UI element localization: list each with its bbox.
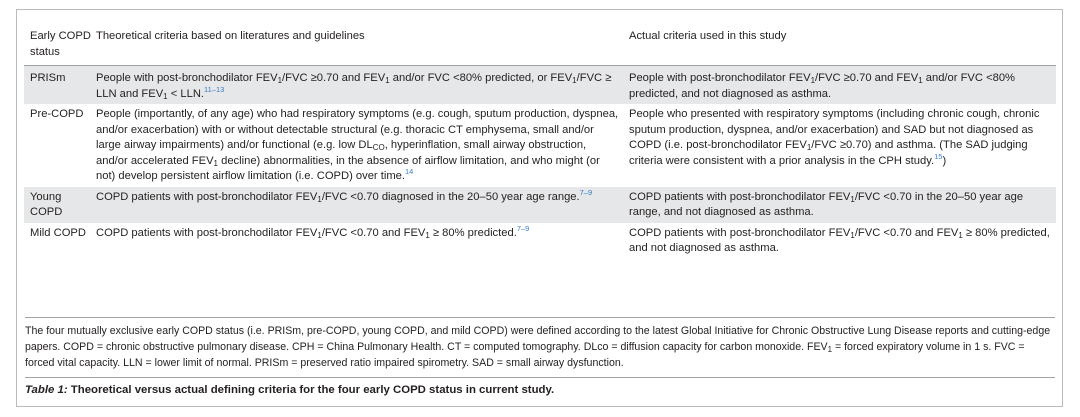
status-cell: PRISm: [24, 66, 92, 105]
table-row-young-copd: [24, 187, 1056, 223]
table-panel: [16, 9, 1063, 407]
status-cell: Young COPD: [24, 187, 92, 223]
status-cell: Pre-COPD: [30, 108, 84, 120]
actual-cell: COPD patients with post-bronchodilator $FEV_1$/FVC <0.70 in the 20–50 year age range, and not diagnosed as asthma.: [625, 187, 1056, 223]
caption-text: Theoretical versus actual defining criteria for the four early COPD status in current study.: [67, 384, 555, 396]
theoretical-cell: COPD patients with post-bronchodilator $FEV_1$/FVC <0.70 diagnosed in the 20–50 year age range.$^{7-9}$: [92, 187, 625, 223]
table-footnote: The four mutually exclusive early COPD status (i.e. PRISm, pre-COPD, young COPD, and mild COPD) were defined according to the latest Global Initiative for Chronic Obstructive Lung Disease reports and cutting-edge papers. COPD = chronic obstructive pulmonary disease. CPH = China Pulmonary Health. CT = computed tomography. DLco = diffusion capacity for carbon monoxide. $FEV_1$ = forced expiratory volume in 1 s. FVC = forced vital capacity. LLN = lower limit of normal. PRISm = preserved ratio impaired spirometry. SAD = small airway dysfunction.: [25, 317, 1055, 371]
actual-cell: People who presented with respiratory symptoms (including chronic cough, chronic sputum production, dyspnea, and/or exacerbation) and SAD but not diagnosed as COPD (i.e. post-bronchodilator $FEV_1$/FVC ≥0.70) and asthma. (The SAD judging criteria were consistent with a prior analysis in the CPH study.$^{15}$): [629, 108, 1040, 167]
actual-cell: COPD patients with post-bronchodilator $FEV_1$/FVC <0.70 and $FEV_1 \ge 80\%$ predicted, and not diagnosed as asthma.: [629, 226, 1050, 254]
criteria-table: [24, 16, 1056, 259]
theoretical-cell: People with post-bronchodilator $FEV_1$/FVC ≥0.70 and $FEV_1$ and/or FVC <80% predicted, or $FEV_1$/FVC ≥ LLN and $FEV_1 < LLN.^{11-13}$: [92, 66, 625, 105]
reference-link[interactable]: 7–9: [579, 187, 593, 197]
reference-link[interactable]: 15: [934, 151, 943, 161]
table-row-prism: [24, 66, 1056, 105]
table-row-mild-copd: [24, 223, 1056, 259]
reference-link[interactable]: 14: [405, 167, 414, 176]
table-caption: [25, 377, 1055, 396]
status-cell: Mild COPD: [30, 226, 86, 239]
theoretical-cell: COPD patients with post-bronchodilator $FEV_1$/FVC <0.70 and $FEV_1 \ge 80\%$ predicted.$^{7-9}$: [96, 223, 530, 240]
reference-link[interactable]: 11–13: [204, 84, 225, 94]
table-row-pre-copd: [24, 104, 1056, 187]
header-row: [24, 16, 1056, 66]
reference-link[interactable]: 7–9: [516, 223, 530, 233]
theoretical-cell: People (importantly, of any age) who had respiratory symptoms (e.g. cough, sputum production, dyspnea, and/or exacerbation) with or without detectable structural (e.g. thoracic CT emphysema, small and/or large airway impairments) and/or functional (e.g. low $DL_{CO}$, hyperinflation, small airway obstruction, and/or accelerated $FEV_1$ decline) abnormalities, in the absence of airflow limitation, and who might (or not) develop persistent airflow limitation (i.e. COPD) over time.$^{14}$: [96, 108, 619, 182]
actual-cell: People with post-bronchodilator $FEV_1$/FVC ≥0.70 and $FEV_1$ and/or FVC <80% predicted, and not diagnosed as asthma.: [625, 66, 1056, 105]
caption-label: Table 1:: [25, 384, 68, 396]
header-status: Early COPD status: [24, 16, 92, 66]
header-theoretical: Theoretical criteria based on literatures and guidelines: [92, 16, 625, 66]
header-actual: Actual criteria used in this study: [625, 16, 1056, 66]
